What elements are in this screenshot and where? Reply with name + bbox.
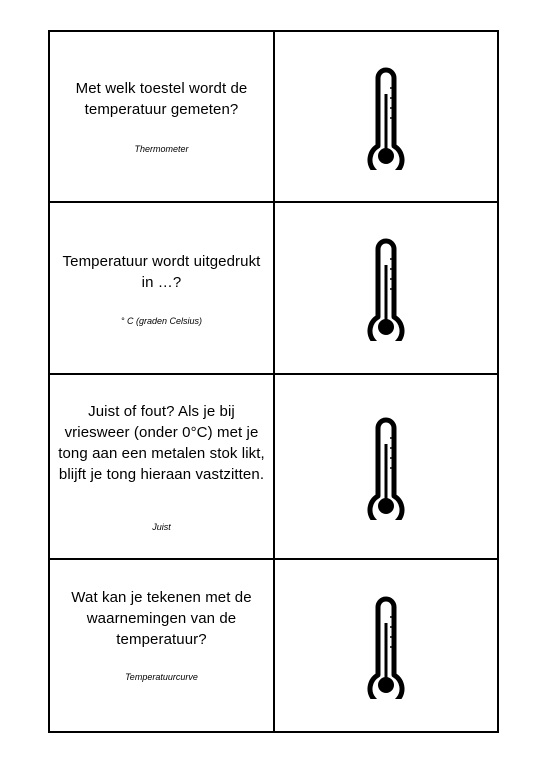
card-grid [48, 30, 499, 733]
icon-cell [275, 32, 497, 201]
question-text: Juist of fout? Als je bij vriesweer (onder 0°C) met je tong aan een metalen stok likt, blijft je tong hieraan vastzitten. [58, 403, 265, 483]
answer-text: Thermometer [134, 144, 189, 154]
thermometer-icon [361, 235, 411, 341]
question-cell [50, 560, 275, 731]
thermometer-icon [361, 414, 411, 520]
card-row [50, 375, 497, 560]
question-cell [50, 203, 275, 373]
card-row [50, 203, 497, 375]
icon-cell [275, 375, 497, 558]
icon-cell [275, 560, 497, 731]
question-text: Wat kan je tekenen met de waarnemingen van de temperatuur? [71, 589, 252, 648]
card-row [50, 32, 497, 203]
question-text: Temperatuur wordt uitgedrukt in …? [62, 253, 261, 291]
answer-text: ° C (graden Celsius) [120, 316, 203, 326]
card-row [50, 560, 497, 731]
icon-cell [275, 203, 497, 373]
answer-text: Juist [152, 522, 171, 532]
question-cell [50, 32, 275, 201]
question-text: Met welk toestel wordt de temperatuur gemeten? [75, 80, 248, 118]
answer-text: Temperatuurcurve [125, 672, 198, 682]
thermometer-icon [361, 64, 411, 170]
question-cell [50, 375, 275, 558]
thermometer-icon [361, 593, 411, 699]
